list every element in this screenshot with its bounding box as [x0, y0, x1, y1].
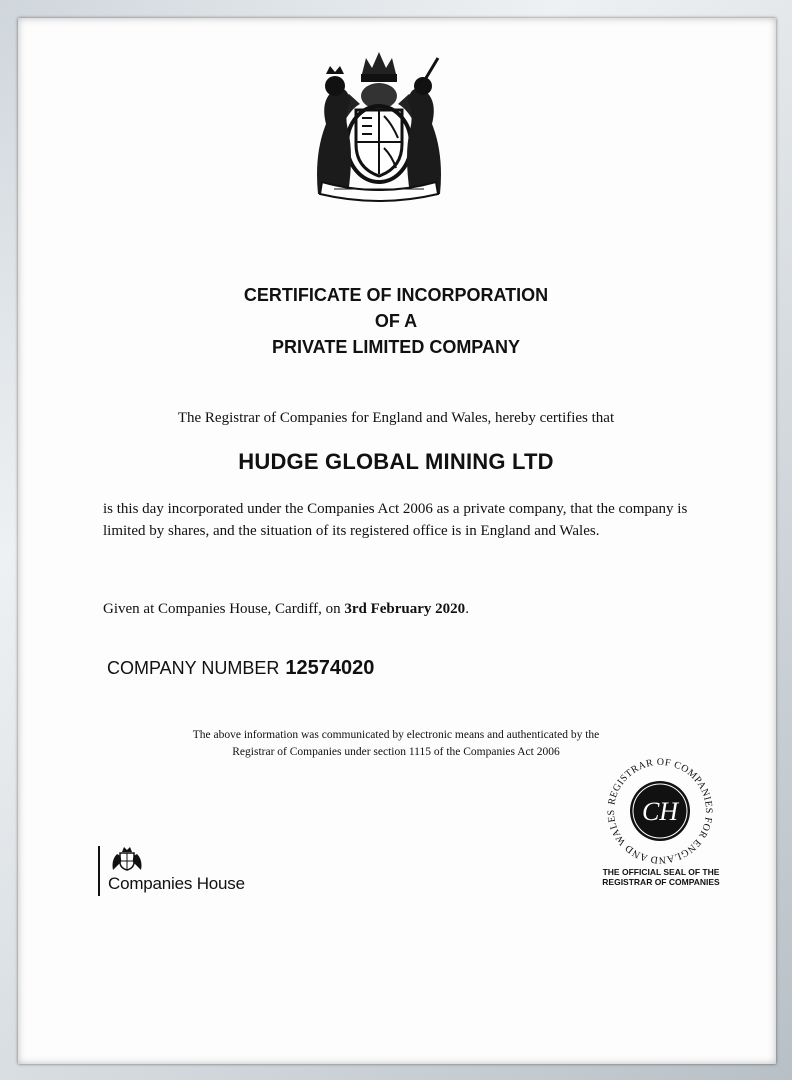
title-line-3: PRIVATE LIMITED COMPANY [271, 337, 520, 357]
company-number-line [107, 657, 374, 680]
crest-icon [110, 846, 144, 872]
royal-coat-of-arms-icon [304, 44, 454, 202]
company-number-label: COMPANY NUMBER [107, 658, 280, 678]
seal-caption [586, 867, 736, 887]
authentication-line-1: The above information was communicated by electronic means and authenticated by the [192, 729, 600, 741]
incorporation-statement: is this day incorporated under the Companies Act 2006 as a private company, that the company is limited by shares, and the situation of its registered office is in England and Wales. [103, 501, 688, 539]
authentication-line-2: Registrar of Companies under section 1115 of the Companies Act 2006 [232, 746, 560, 758]
companies-house-logo [98, 846, 245, 896]
registrar-statement: The Registrar of Companies for England and Wales, hereby certifies that [177, 410, 615, 426]
official-seal-icon [600, 751, 720, 871]
seal-caption-line-2: REGISTRAR OF COMPANIES [602, 877, 720, 887]
title-line-1: CERTIFICATE OF INCORPORATION [243, 285, 549, 305]
companies-house-logo-text: Companies House [108, 874, 245, 893]
given-statement [103, 601, 469, 618]
seal-monogram: CH [641, 797, 679, 826]
certificate-title [0, 282, 792, 360]
company-number: 12574020 [285, 657, 375, 679]
company-name: HUDGE GLOBAL MINING LTD [238, 449, 554, 474]
given-prefix: Given at Companies House, Cardiff, on [103, 601, 345, 617]
title-line-2: OF A [374, 311, 418, 331]
seal-ring-text: REGISTRAR OF COMPANIES FOR ENGLAND AND WALES [605, 756, 715, 866]
seal-caption-line-1: THE OFFICIAL SEAL OF THE [602, 867, 720, 877]
incorporation-date: 3rd February 2020 [344, 601, 466, 617]
given-suffix: . [465, 601, 469, 617]
